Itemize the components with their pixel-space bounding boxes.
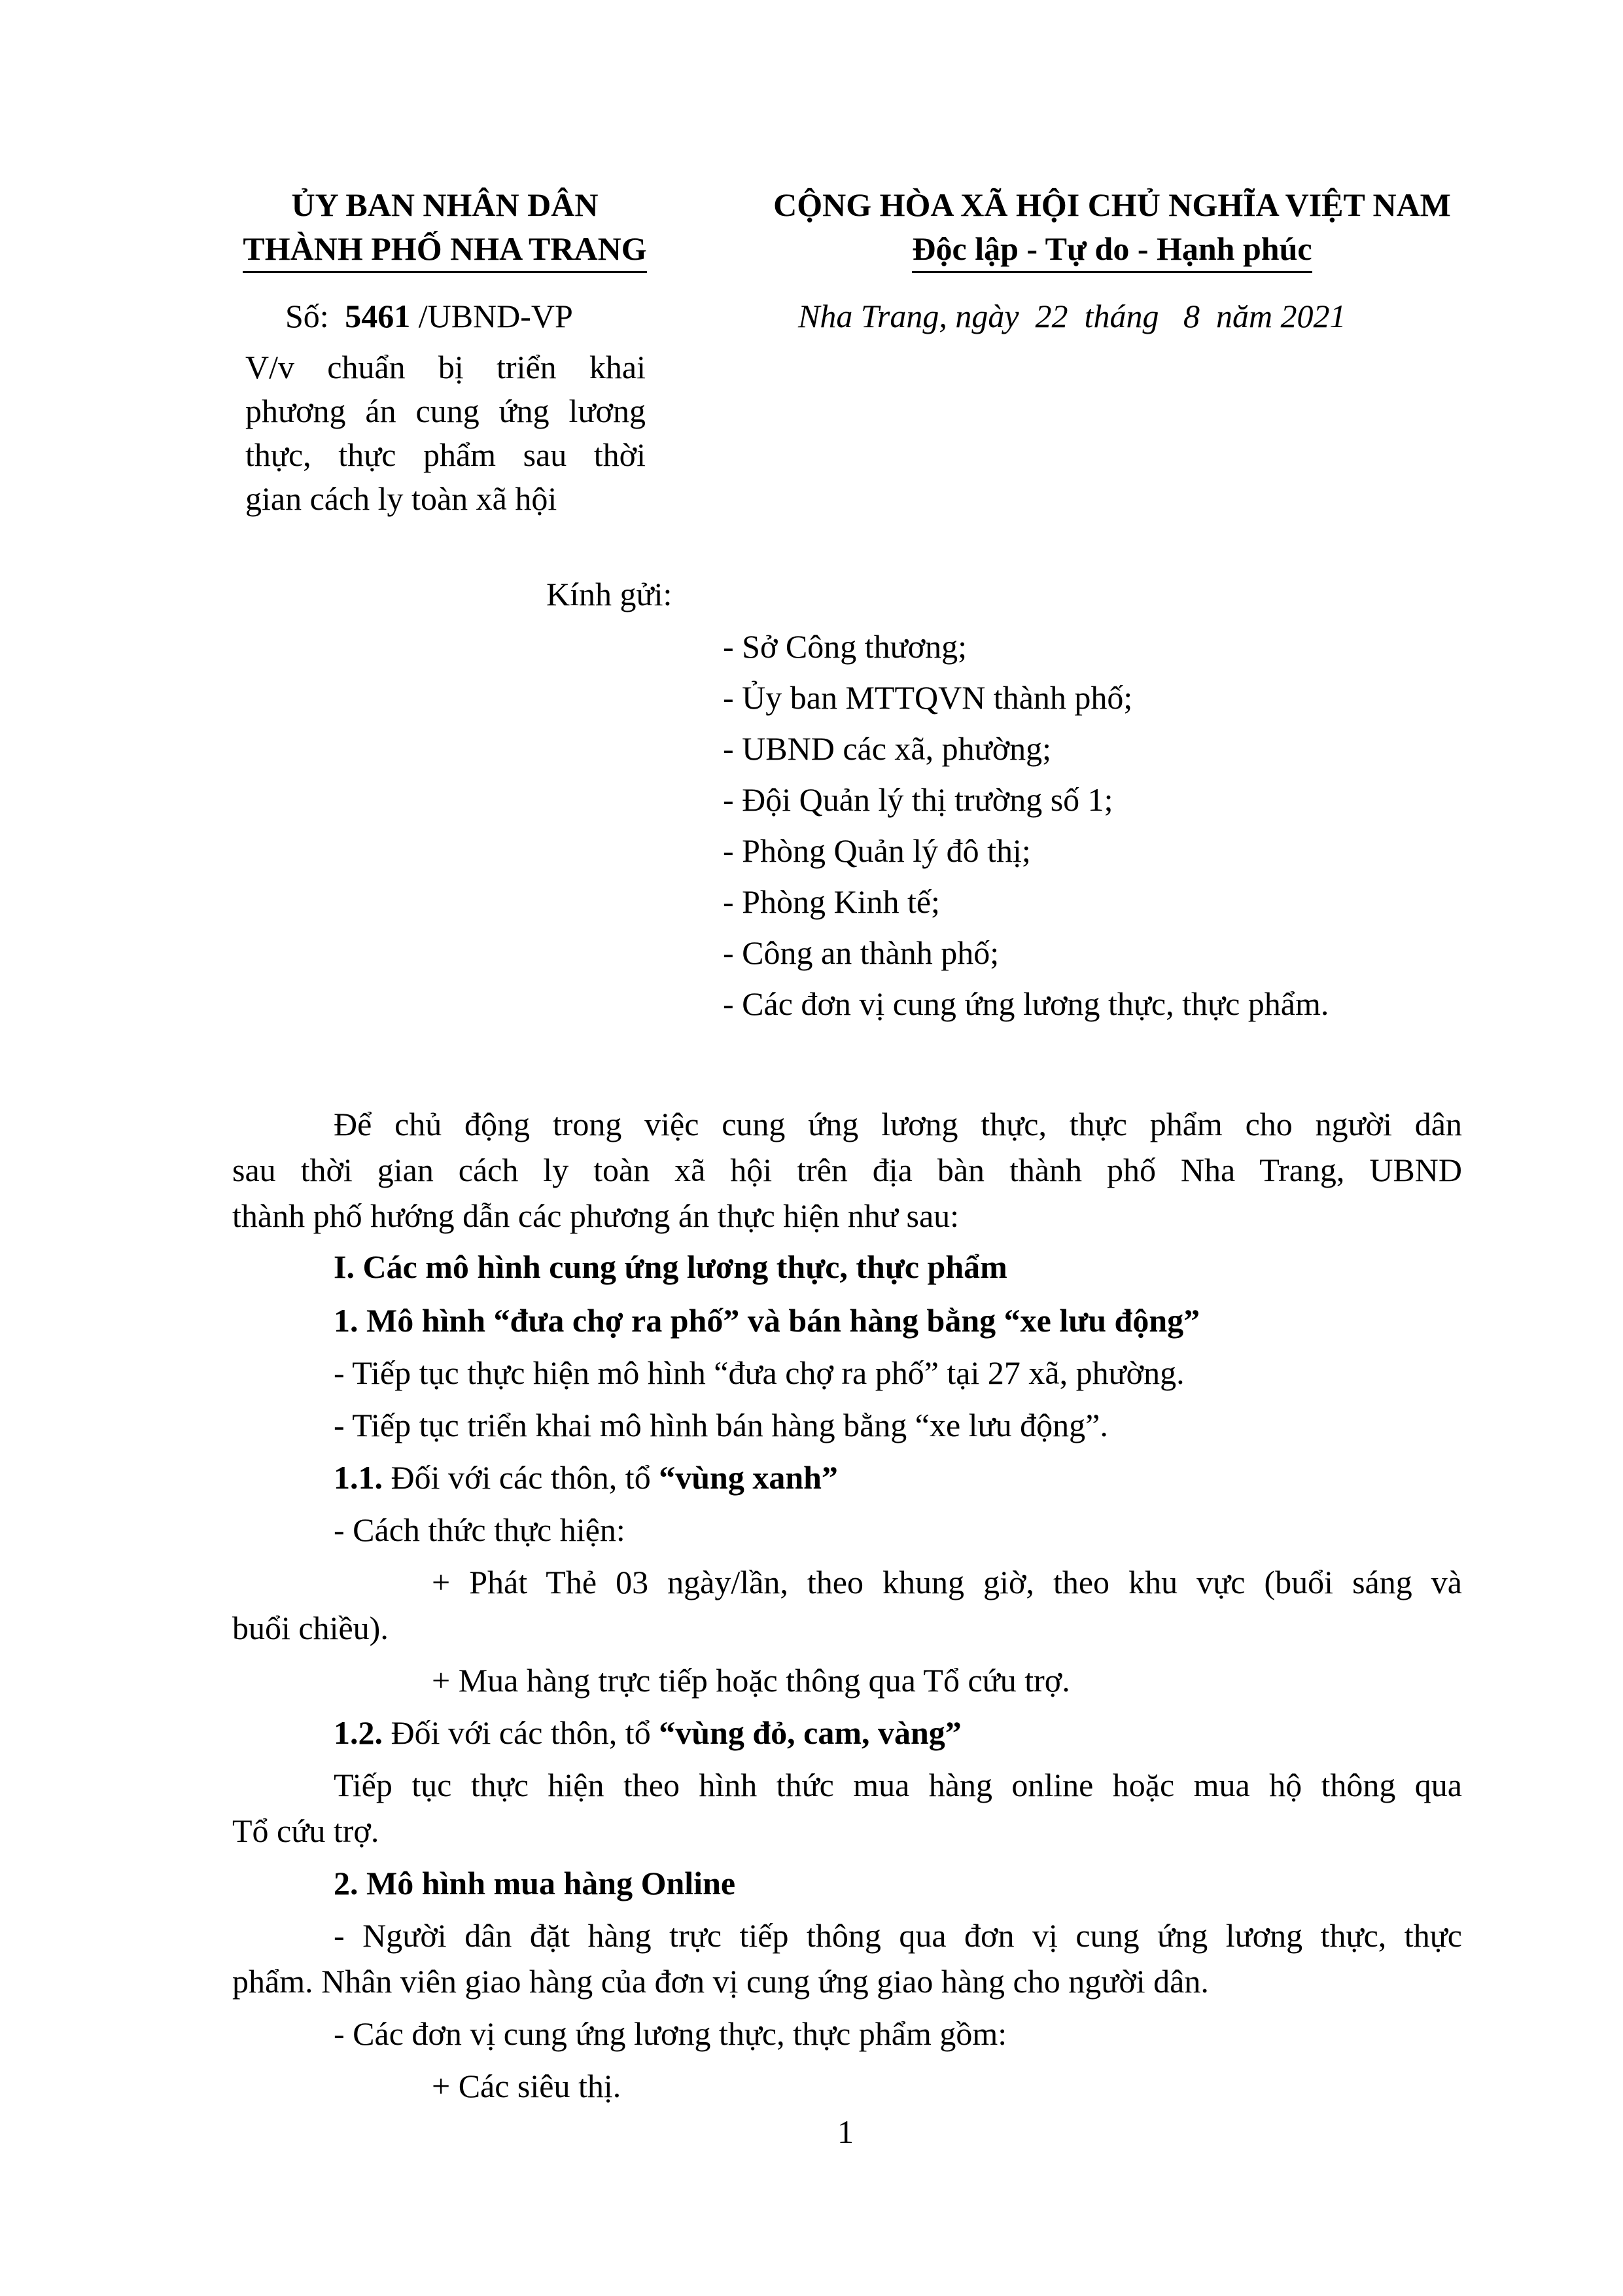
online-line: + Các siêu thị. (432, 2068, 621, 2104)
list-item: - Tiếp tục triển khai mô hình bán hàng bằng “xe lưu động”. (334, 1407, 1108, 1443)
intro-line: sau thời gian cách ly toàn xã hội trên địa bàn thành phố Nha Trang, UBND (232, 1152, 1462, 1188)
recipient-item: - Ủy ban MTTQVN thành phố; (723, 679, 1133, 716)
heading-text: Đối với các thôn, tổ (383, 1714, 659, 1751)
heading-text: Đối với các thôn, tổ (383, 1459, 659, 1496)
intro-line: thành phố hướng dẫn các phương án thực hiện như sau: (232, 1197, 960, 1234)
recipients-label: Kính gửi: (546, 576, 672, 612)
method-line: + Phát Thẻ 03 ngày/lần, theo khung giờ, theo khu vực (buổi sáng và (432, 1564, 1462, 1600)
recipient-item: - Đội Quản lý thị trường số 1; (723, 781, 1113, 818)
heading-bold-text: “vùng đỏ, cam, vàng” (659, 1714, 962, 1751)
heading-section-1: 1. Mô hình “đưa chợ ra phố” và bán hàng bằng “xe lưu động” (334, 1302, 1200, 1339)
heading-section-1-1 (334, 1459, 838, 1497)
doc-number-prefix: Số: (285, 298, 329, 334)
subject-line: phương án cung ứng lương (245, 393, 646, 429)
list-item: - Cách thức thực hiện: (334, 1511, 625, 1548)
national-title: CỘNG HÒA XÃ HỘI CHỦ NGHĨA VIỆT NAM (773, 186, 1451, 223)
online-line: - Các đơn vị cung ứng lương thực, thực phẩm gồm: (334, 2015, 1007, 2052)
agency-name-line2-text: THÀNH PHỐ NHA TRANG (243, 230, 646, 273)
list-item: - Tiếp tục thực hiện mô hình “đưa chợ ra phố” tại 27 xã, phường. (334, 1354, 1185, 1391)
heading-section-I: I. Các mô hình cung ứng lương thực, thực phẩm (334, 1248, 1007, 1285)
heading-bold-text: “vùng xanh” (659, 1459, 838, 1496)
heading-section-2: 2. Mô hình mua hàng Online (334, 1865, 736, 1901)
national-motto (700, 230, 1524, 273)
recipient-item: - Công an thành phố; (723, 934, 1000, 971)
recipient-item: - UBND các xã, phường; (723, 730, 1052, 767)
intro-line: Để chủ động trong việc cung ứng lương thực, thực phẩm cho người dân (334, 1106, 1462, 1142)
doc-number-value: 5461 (345, 298, 411, 334)
online-line: phẩm. Nhân viên giao hàng của đơn vị cung ứng giao hàng cho người dân. (232, 1963, 1209, 2000)
method-line: buổi chiều). (232, 1610, 389, 1646)
subject-block (245, 345, 646, 521)
heading-section-1-2 (334, 1714, 962, 1752)
method-line: + Mua hàng trực tiếp hoặc thông qua Tổ cứu trợ. (432, 1662, 1070, 1699)
heading-number: 1.1. (334, 1459, 383, 1496)
doc-number-suffix: /UBND-VP (418, 298, 573, 334)
date-line: Nha Trang, ngày 22 tháng 8 năm 2021 (798, 298, 1346, 334)
document-number (285, 298, 573, 336)
recipient-item: - Sở Công thương; (723, 628, 968, 665)
subject-line: V/v chuẩn bị triển khai (245, 349, 646, 385)
zone-red-line: Tổ cứu trợ. (232, 1812, 379, 1849)
subject-line: gian cách ly toàn xã hội (245, 480, 557, 517)
recipient-item: - Phòng Quản lý đô thị; (723, 832, 1031, 869)
agency-name-line2 (222, 230, 667, 273)
recipient-item: - Các đơn vị cung ứng lương thực, thực phẩm. (723, 985, 1329, 1022)
national-motto-text: Độc lập - Tự do - Hạnh phúc (912, 230, 1312, 273)
zone-red-line: Tiếp tục thực hiện theo hình thức mua hàng online hoặc mua hộ thông qua (334, 1767, 1462, 1803)
online-line: - Người dân đặt hàng trực tiếp thông qua đơn vị cung ứng lương thực, thực (334, 1917, 1462, 1954)
recipient-item: - Phòng Kinh tế; (723, 883, 940, 920)
subject-line: thực, thực phẩm sau thời (245, 436, 646, 473)
page-number: 1 (837, 2113, 854, 2150)
heading-number: 1.2. (334, 1714, 383, 1751)
agency-name-line1: ỦY BAN NHÂN DÂN (291, 186, 599, 223)
